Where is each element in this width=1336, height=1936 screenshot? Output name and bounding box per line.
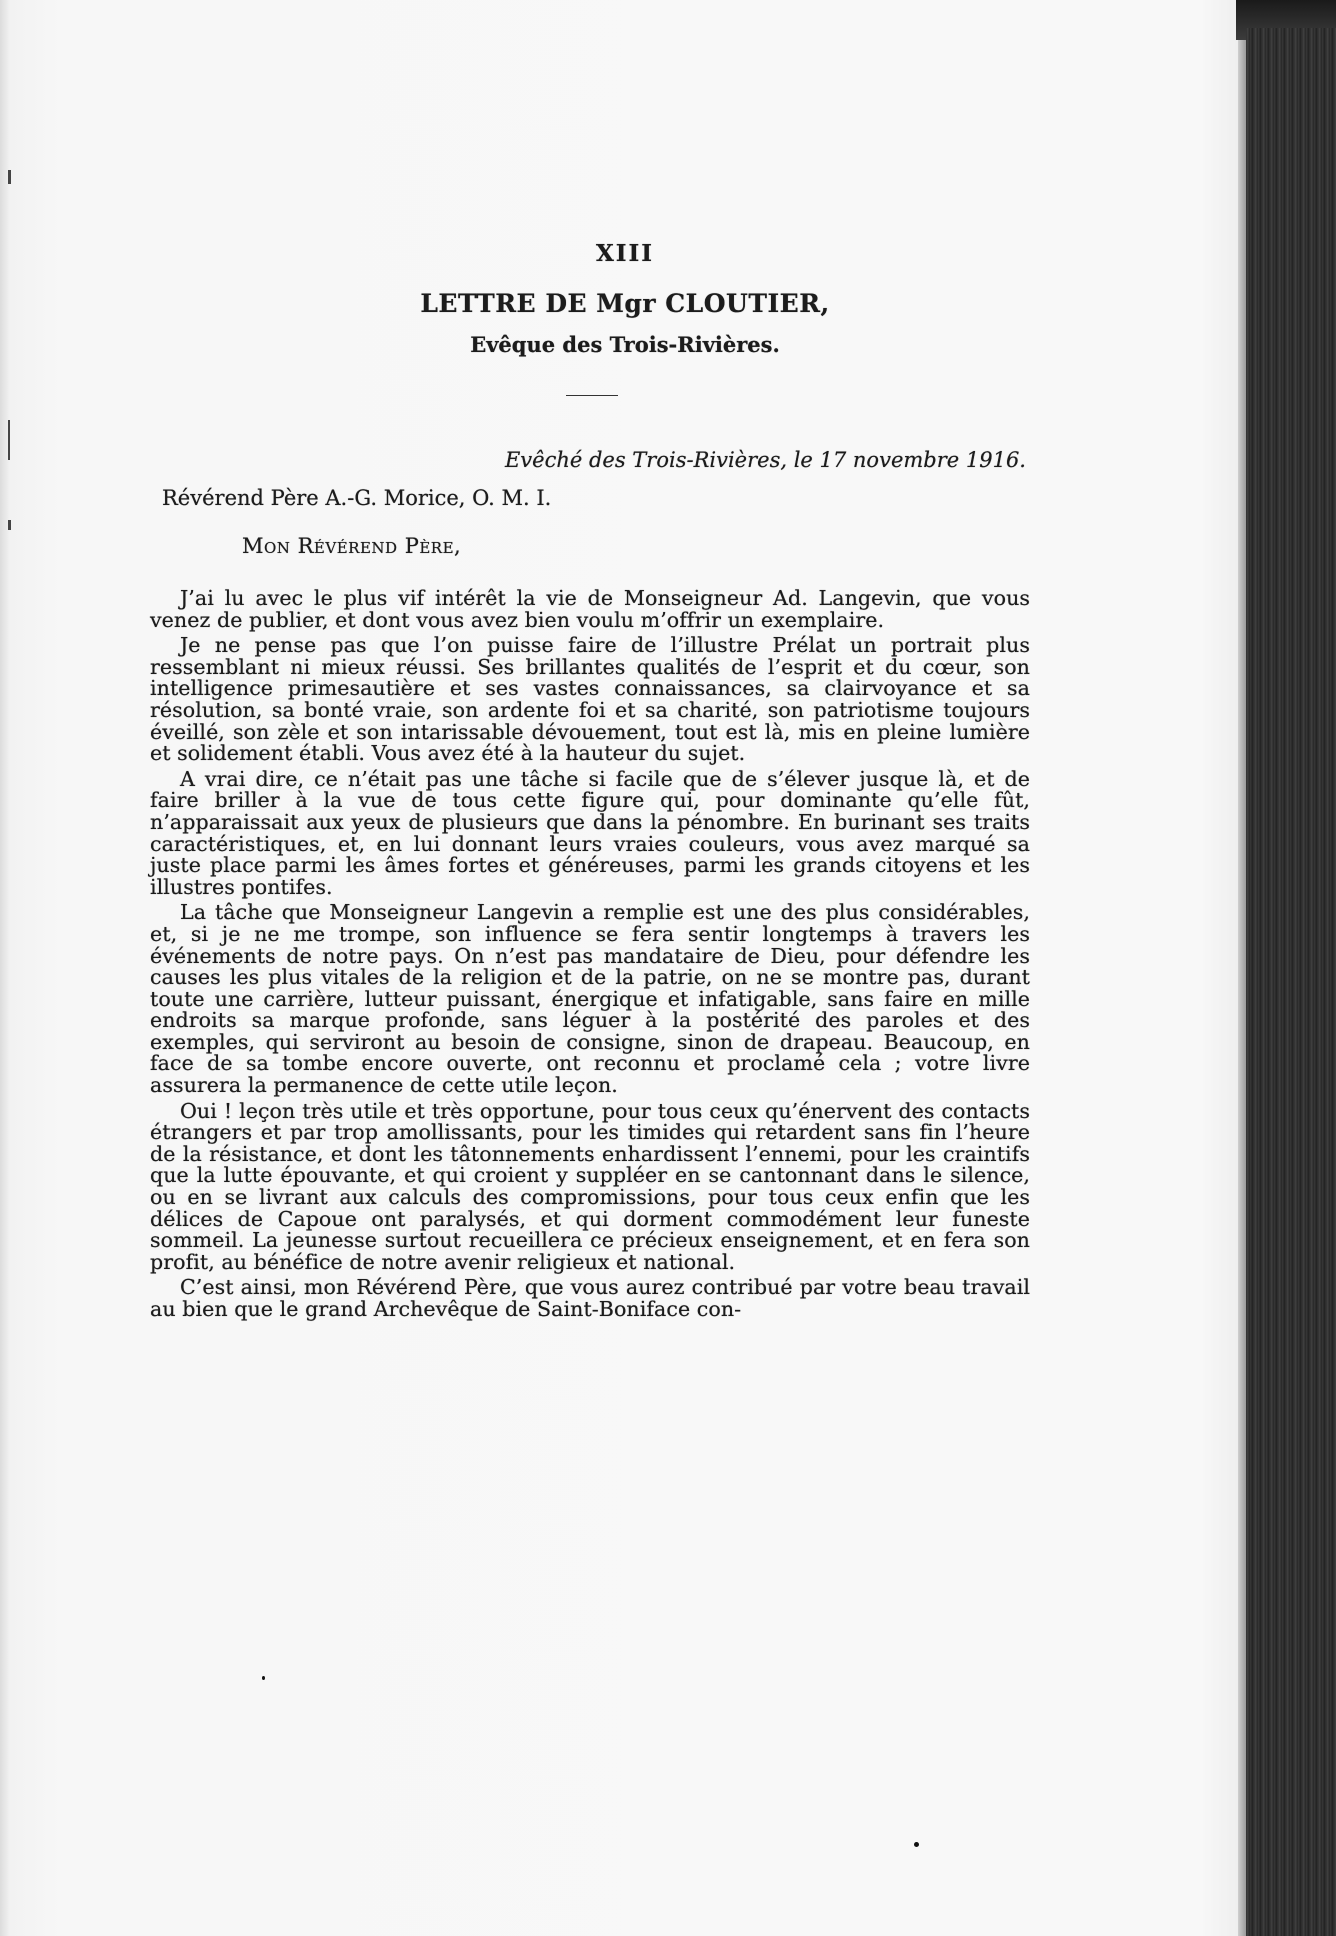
paragraph: J’ai lu avec le plus vif intérêt la vie de Monseigneur Ad. Langevin, que vous venez de publier, et dont vous avez bien voulu m’offrir un exemplaire. [150, 586, 1030, 632]
paragraph: C’est ainsi, mon Révérend Père, que vous aurez contribué par votre beau travail au bien que le grand Archevêque de Saint-Boniface con- [150, 1275, 1030, 1321]
letter-subtitle: Evêque des Trois-Rivières. [470, 332, 780, 357]
salutation: Mon Révérend Père, [242, 534, 462, 558]
section-divider [566, 395, 618, 396]
book-fore-edge [1246, 28, 1336, 1936]
paragraph: La tâche que Monseigneur Langevin a remplie est une des plus considérables, et, si je ne me trompe, son influence se fera sentir longtemps à travers les événements de notre pays. On n’est pas mandataire de Dieu, pour défendre les causes les plus vitales de la religion et de la patrie, on ne se montre pas, durant toute une carrière, lutteur puissant, énergique et infatigable, sans faire en mille endroits sa marque profonde, sans léguer à la postérité des paroles et des exemples, qui serviront au besoin de consigne, sinon de drapeau. Beaucoup, en face de sa tombe encore ouverte, ont reconnu et proclamé cela ; votre livre assurera la permanence de cette utile leçon. [150, 900, 1030, 1098]
addressee: Révérend Père A.-G. Morice, O. M. I. [162, 486, 552, 510]
paragraph: Je ne pense pas que l’on puisse faire de l’illustre Prélat un portrait plus ressemblant ni mieux réussi. Ses brillantes qualités de l’esprit et du cœur, son intelligence primesautière et ses vastes connaissances, sa clairvoyance et sa résolution, sa bonté vraie, son ardente foi et sa charité, son patriotisme toujours éveillé, son zèle et son intarissable dévouement, tout est là, mis en pleine lumière et solidement établi. Vous avez été à la hauteur du sujet. [150, 633, 1030, 766]
dateline: Evêché des Trois-Rivières, le 17 novembre 1916. [504, 448, 1026, 472]
paragraph: A vrai dire, ce n’était pas une tâche si facile que de s’élever jusque là, et de faire briller à la vue de tous cette figure qui, pour dominante qu’elle fût, n’apparaissait aux yeux de plusieurs que dans la pénombre. En burinant ses traits caractéristiques, et, en lui donnant leurs vraies couleurs, vous avez marqué sa juste place parmi les âmes fortes et généreuses, parmi les grands citoyens et les illustres pontifes. [150, 766, 1030, 899]
gutter-mark [8, 170, 11, 184]
gutter-mark [8, 420, 10, 460]
ink-speck [914, 1842, 919, 1847]
paragraph: Oui ! leçon très utile et très opportune, pour tous ceux qu’énervent des contacts étrangers et par trop amollissants, pour les timides qui retardent sans fin l’heure de la résistance, et dont les tâtonnements enhardissent l’ennemi, pour les craintifs que la lutte épouvante, et qui croient y suppléer en se cantonnant dans le silence, ou en se livrant aux calculs des compromissions, pour tous ceux enfin que les délices de Capoue ont paralysés, et qui dorment commodément leur funeste sommeil. La jeunesse surtout recueillera ce précieux enseignement, et en fera son profit, au bénéfice de notre avenir religieux et national. [150, 1098, 1030, 1274]
letter-title: LETTRE DE Mgr CLOUTIER, [420, 289, 830, 318]
page-edge-shadow [1238, 40, 1246, 1936]
chapter-number: XIII [595, 240, 655, 267]
gutter-mark [8, 520, 11, 530]
page-content [150, 240, 1030, 1321]
letter-body [150, 588, 1030, 1321]
ink-speck [262, 1676, 265, 1680]
